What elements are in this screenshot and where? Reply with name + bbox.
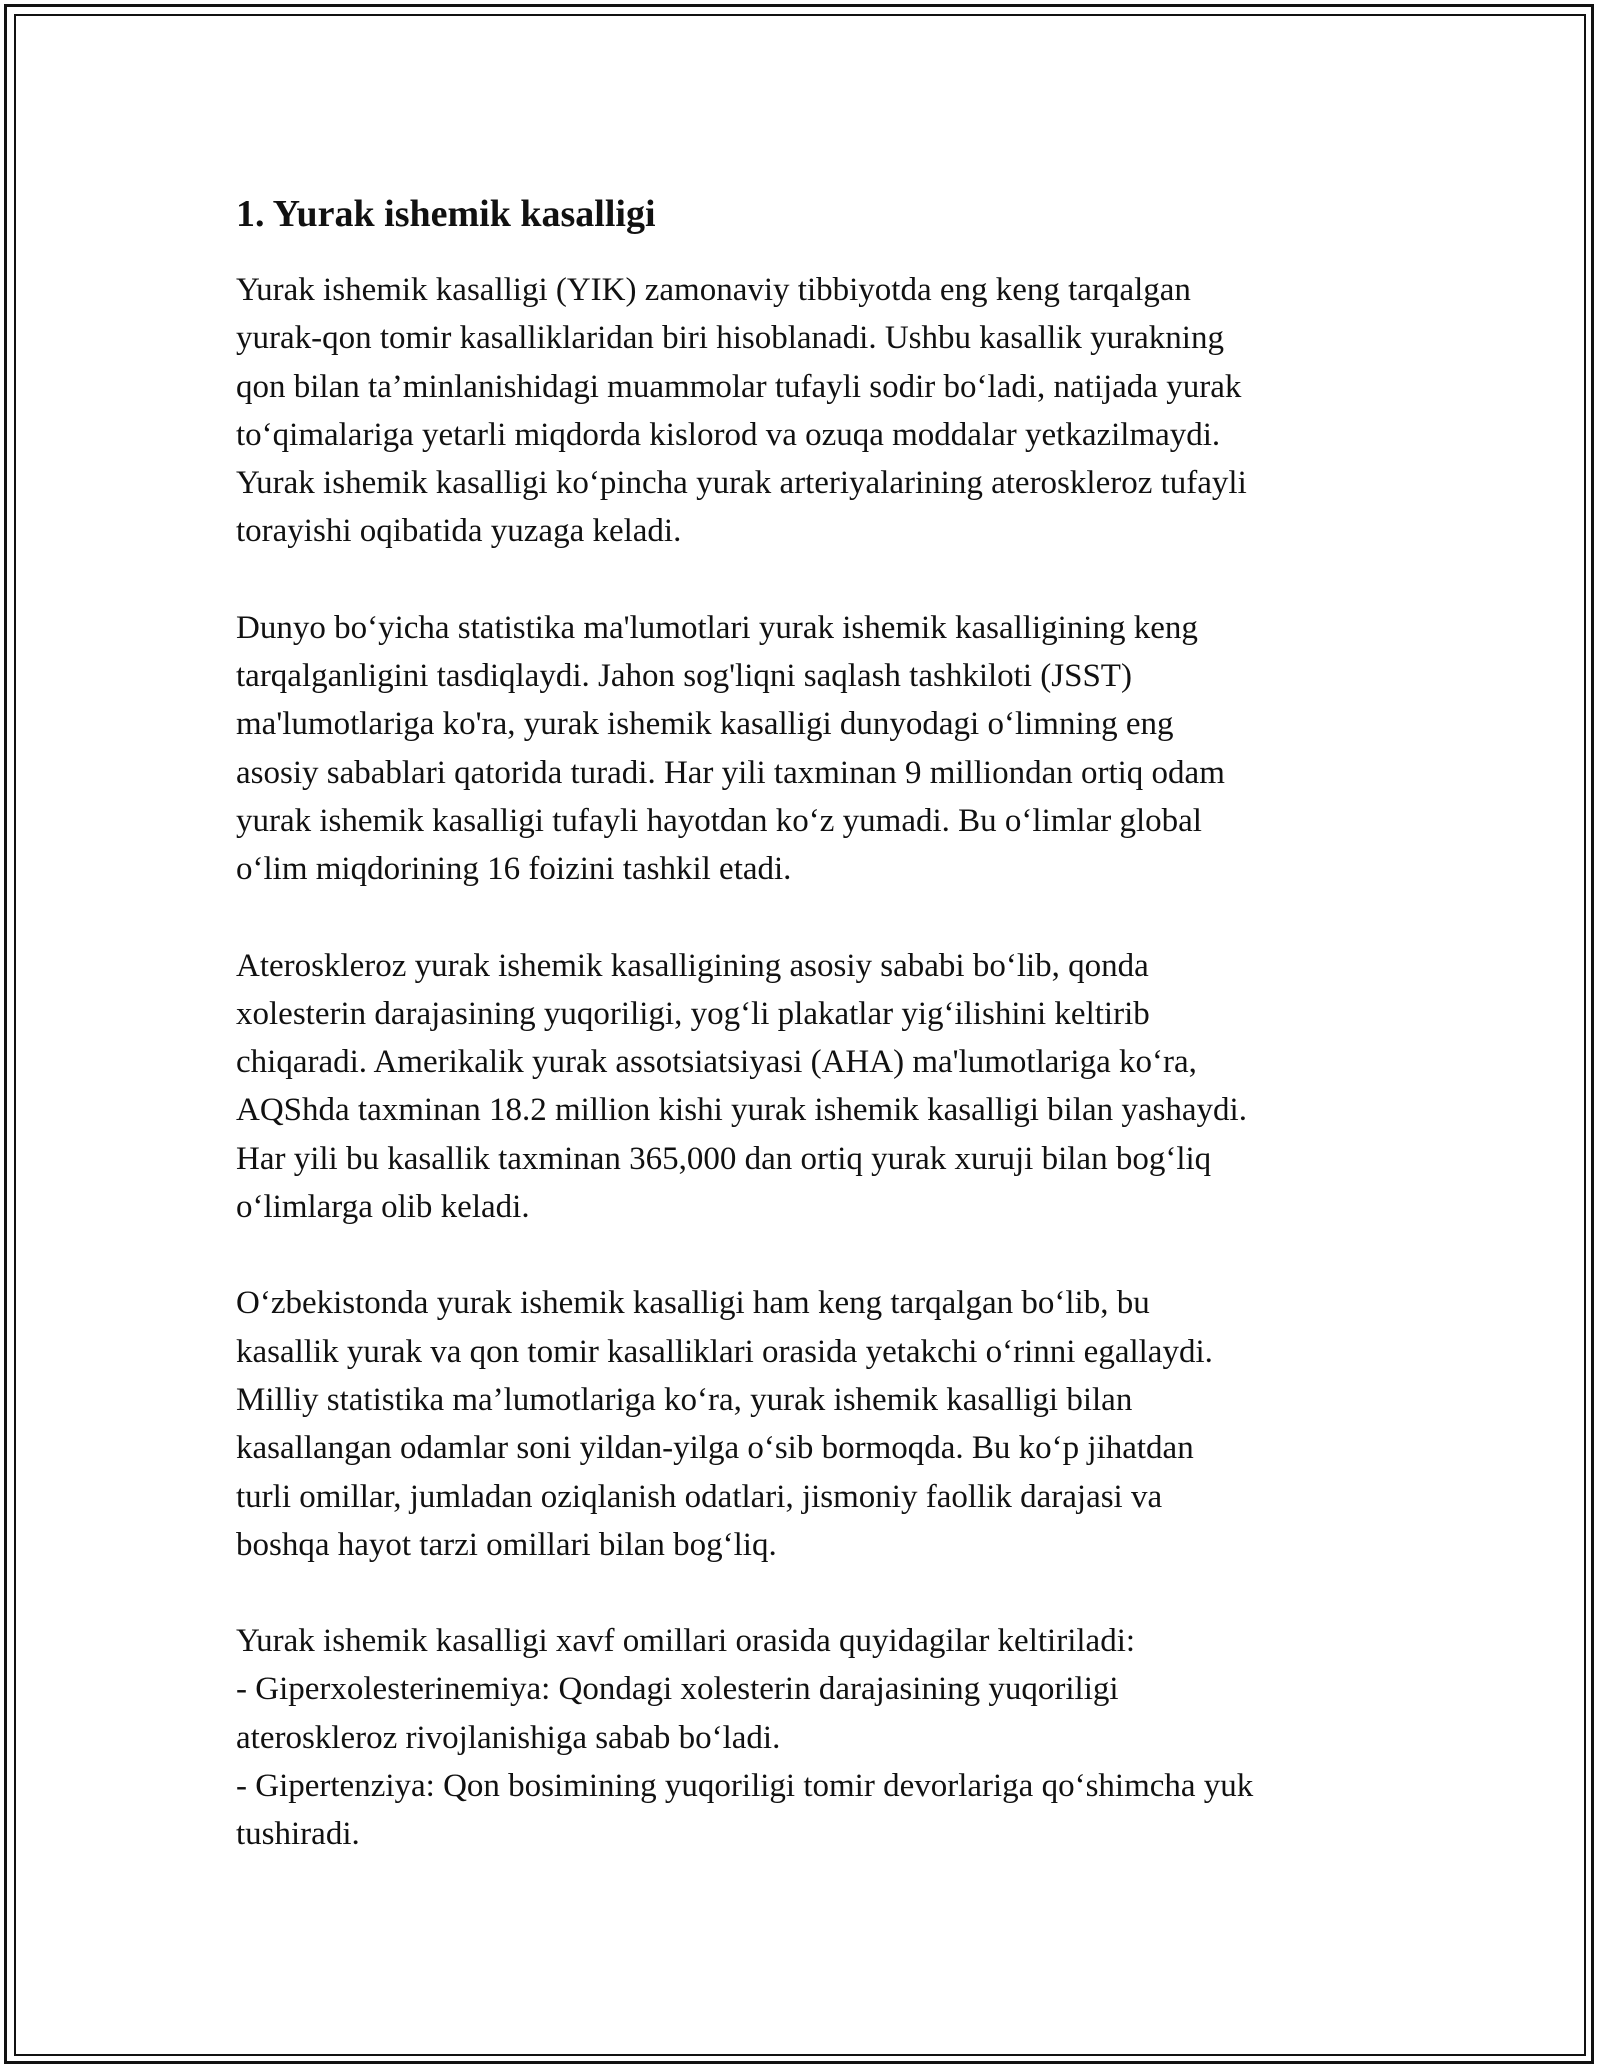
text-line: Har yili bu kasallik taxminan 365,000 dan ortiq yurak xuruji bilan bog‘liq [236, 1140, 1212, 1177]
text-line: kasallangan odamlar soni yildan-yilga o‘sib bormoqda. Bu ko‘p jihatdan [236, 1430, 1194, 1467]
list-item: - Giperxolesterinemiya: Qondagi xolesterin darajasining yuqoriligi [236, 1671, 1119, 1708]
text-line: turli omillar, jumladan oziqlanish odatlari, jismoniy faollik darajasi va [236, 1478, 1163, 1515]
paragraph-atherosclerosis [236, 942, 1376, 1232]
text-line: Milliy statistika ma’lumotlariga ko‘ra, yurak ishemik kasalligi bilan [236, 1381, 1133, 1418]
paragraph-risk-factors [236, 1617, 1376, 1858]
document-body [236, 188, 1376, 1907]
paragraph-intro [236, 266, 1376, 556]
text-line: ma'lumotlariga ko'ra, yurak ishemik kasalligi dunyodagi o‘limning eng [236, 706, 1174, 743]
text-line: qon bilan ta’minlanishidagi muammolar tufayli sodir bo‘ladi, natijada yurak [236, 368, 1242, 405]
list-item: - Gipertenziya: Qon bosimining yuqoriligi tomir devorlariga qo‘shimcha yuk [236, 1768, 1254, 1805]
text-line: o‘lim miqdorining 16 foizini tashkil etadi. [236, 851, 792, 888]
section-heading: 1. Yurak ishemik kasalligi [236, 193, 656, 235]
text-line: asosiy sabablari qatorida turadi. Har yili taxminan 9 milliondan ortiq odam [236, 754, 1225, 791]
text-line: Yurak ishemik kasalligi ko‘pincha yurak arteriyalarining ateroskleroz tufayli [236, 465, 1247, 502]
paragraph-uzbekistan [236, 1279, 1376, 1569]
text-line: tushiradi. [236, 1816, 360, 1853]
text-line: torayishi oqibatida yuzaga keladi. [236, 513, 682, 550]
text-line: o‘limlarga olib keladi. [236, 1189, 530, 1226]
text-line: Ateroskleroz yurak ishemik kasalligining asosiy sababi bo‘lib, qonda [236, 947, 1149, 984]
text-line: to‘qimalariga yetarli miqdorda kislorod va ozuqa moddalar yetkazilmaydi. [236, 416, 1221, 453]
text-line: tarqalganligini tasdiqlaydi. Jahon sog'liqni saqlash tashkiloti (JSST) [236, 658, 1132, 695]
text-line: kasallik yurak va qon tomir kasalliklari orasida yetakchi o‘rinni egallaydi. [236, 1333, 1213, 1370]
text-line: boshqa hayot tarzi omillari bilan bog‘liq. [236, 1526, 777, 1563]
text-line: Yurak ishemik kasalligi (YIK) zamonaviy tibbiyotda eng keng tarqalgan [236, 272, 1191, 308]
text-line: xolesterin darajasining yuqoriligi, yog‘li plakatlar yig‘ilishini keltirib [236, 995, 1150, 1032]
text-line: chiqaradi. Amerikalik yurak assotsiatsiyasi (AHA) ma'lumotlariga ko‘ra, [236, 1044, 1197, 1081]
text-line: yurak ishemik kasalligi tufayli hayotdan ko‘z yumadi. Bu o‘limlar global [236, 802, 1202, 839]
text-line: Dunyo bo‘yicha statistika ma'lumotlari yurak ishemik kasalligining keng [236, 609, 1198, 646]
text-line: yurak-qon tomir kasalliklaridan biri hisoblanadi. Ushbu kasallik yurakning [236, 320, 1224, 357]
text-line: Yurak ishemik kasalligi xavf omillari orasida quyidagilar keltiriladi: [236, 1623, 1136, 1660]
text-line: ateroskleroz rivojlanishiga sabab bo‘ladi. [236, 1719, 781, 1756]
text-line: AQShda taxminan 18.2 million kishi yurak ishemik kasalligi bilan yashaydi. [236, 1092, 1247, 1129]
paragraph-world-statistics [236, 604, 1376, 894]
text-line: O‘zbekistonda yurak ishemik kasalligi ham keng tarqalgan bo‘lib, bu [236, 1285, 1150, 1322]
